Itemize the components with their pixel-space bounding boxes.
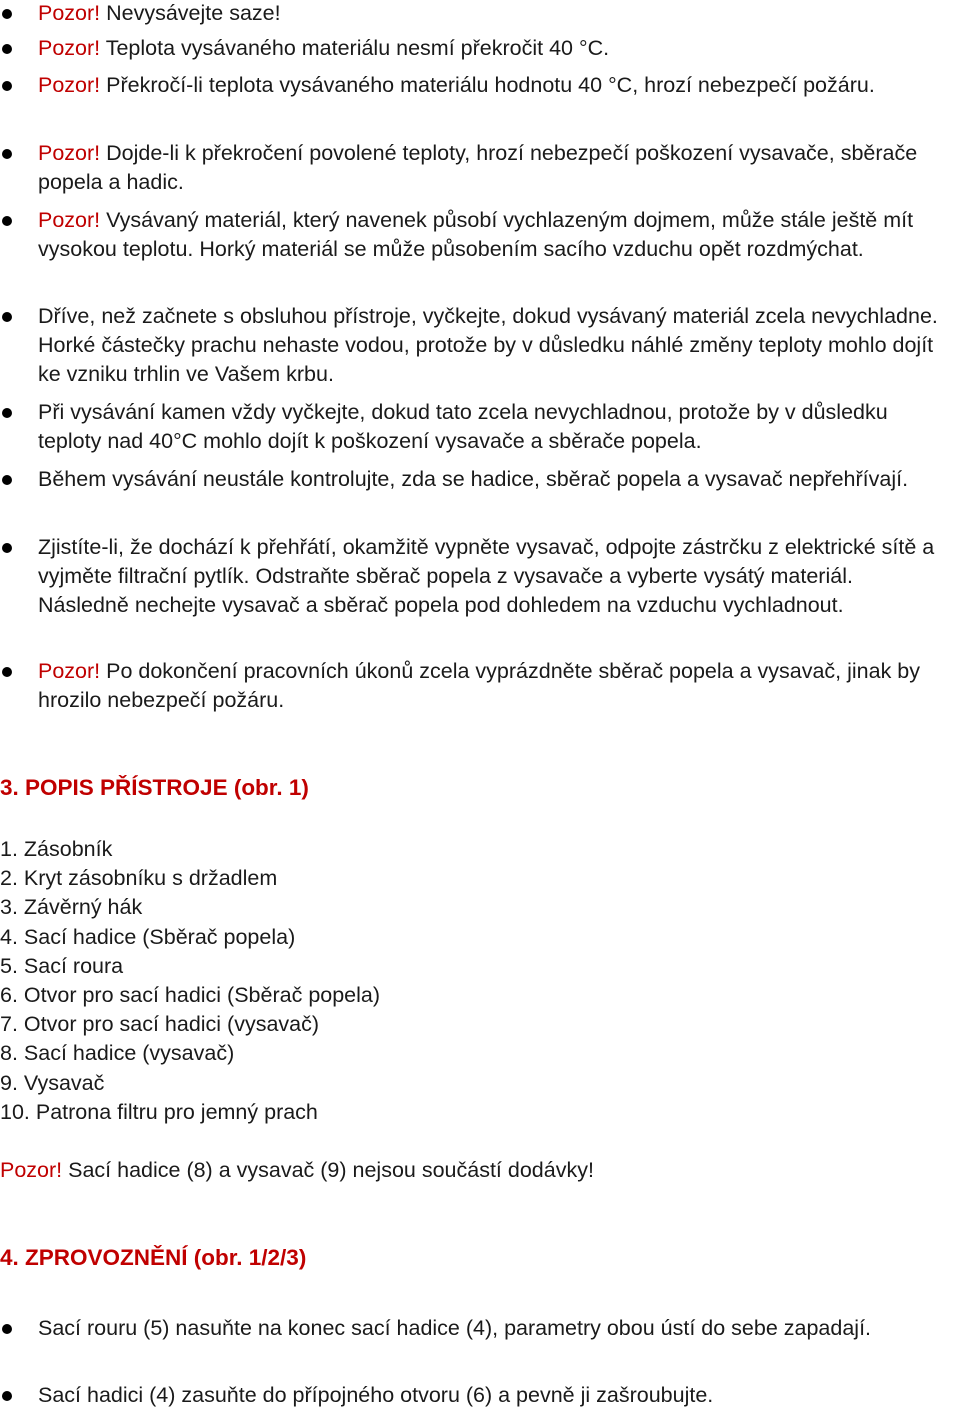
part-label: Zásobník (23, 837, 113, 861)
safety-item (0, 0, 948, 28)
setup-step-text: Sací hadici (4) zasuňte do přípojného otvoru (6) a pevně ji zašroubujte. (38, 1383, 714, 1407)
part-label: Vysavač (23, 1070, 105, 1095)
part-number: 8. (0, 1041, 18, 1066)
part-item (0, 981, 380, 1010)
safety-item (0, 398, 948, 456)
safety-item (0, 139, 948, 197)
safety-item (0, 206, 948, 264)
part-item (0, 835, 380, 864)
warning-label: Pozor! (38, 73, 101, 97)
warning-label: Pozor! (38, 208, 101, 232)
part-number: 9. (0, 1070, 18, 1095)
safety-item (0, 34, 948, 63)
part-item (0, 952, 380, 981)
part-number: 5. (0, 953, 18, 978)
part-item (0, 923, 380, 952)
safety-text: Zjistíte-li, že dochází k přehřátí, okamžitě vypněte vysavač, odpojte zástrčku z elektrické sítě a vyjměte filtrační pytlík. (38, 535, 935, 588)
section-4-title: 4. ZPROVOZNĚNÍ (obr. 1/2/3) (0, 1245, 307, 1270)
safety-text: Vysávaný materiál, který navenek působí vychlazeným dojmem, může stále ještě mít vysokou teplotu. (38, 208, 914, 261)
part-number: 6. (0, 983, 18, 1008)
bullet-icon (2, 81, 12, 91)
bullet-icon (2, 408, 12, 418)
part-item (0, 1098, 380, 1127)
part-label: Sací hadice (vysavač) (23, 1041, 235, 1066)
setup-step (0, 1381, 948, 1410)
part-label: Patrona filtru pro jemný prach (35, 1099, 318, 1124)
part-label: Závěrný hák (23, 895, 143, 920)
safety-item (0, 71, 948, 100)
safety-item (0, 465, 948, 494)
part-number: 7. (0, 1012, 18, 1037)
part-item (0, 1010, 380, 1039)
safety-text-secondary: Horké částečky prachu nehaste vodou, protože by v důsledku náhlé změny teploty mohlo dojít ke vzniku trhlin ve Vašem krbu. (38, 333, 934, 386)
setup-step (0, 1314, 948, 1343)
delivery-note (0, 1156, 594, 1185)
warning-label: Pozor! (0, 1158, 63, 1182)
bullet-icon (2, 44, 12, 54)
safety-text: Po dokončení pracovních úkonů zcela vyprázdněte sběrač popela a vysavač, jinak by hrozilo nebezpečí požáru. (38, 659, 921, 712)
safety-text: Nevysávejte saze! (100, 1, 281, 25)
warning-label: Pozor! (38, 1, 101, 25)
warning-label: Pozor! (38, 36, 101, 60)
safety-item (0, 302, 948, 389)
bullet-icon (2, 667, 12, 677)
safety-text: Dojde-li k překročení povolené teploty, hrozí nebezpečí poškození vysavače, sběrače popela a hadic. (38, 141, 918, 194)
part-label: Otvor pro sací hadici (Sběrač popela) (23, 983, 381, 1008)
part-item (0, 1039, 380, 1068)
safety-item (0, 657, 948, 715)
safety-text: Při vysávání kamen vždy vyčkejte, dokud tato zcela nevychladnou, protože by v důsledku teploty nad 40°C mohlo dojít k poškození vysavače a sběrače popela. (38, 400, 888, 453)
part-item (0, 1069, 380, 1098)
delivery-note-text: Sací hadice (8) a vysavač (9) nejsou součástí dodávky! (62, 1158, 594, 1182)
bullet-icon (2, 1324, 12, 1334)
part-label: Sací roura (23, 953, 124, 978)
bullet-icon (2, 312, 12, 322)
part-item (0, 893, 380, 922)
safety-item (0, 533, 948, 620)
setup-step-text: Sací rouru (5) nasuňte na konec sací hadice (4), parametry obou ústí do sebe zapadají. (38, 1316, 872, 1340)
safety-text-secondary: Odstraňte sběrač popela z vysavače a vyberte vysátý materiál. Následně nechejte vysavač a sběrač popela pod dohledem na vzduchu vychladnout. (38, 564, 853, 617)
section-3-title: 3. POPIS PŘÍSTROJE (obr. 1) (0, 775, 309, 800)
bullet-icon (2, 9, 12, 19)
safety-text-secondary: Horký materiál se může působením sacího vzduchu opět rozdmýchat. (193, 237, 864, 261)
bullet-icon (2, 216, 12, 226)
bullet-icon (2, 543, 12, 553)
safety-text: Dříve, než začnete s obsluhou přístroje, vyčkejte, dokud vysávaný materiál zcela nevychladne. (38, 304, 938, 328)
device-parts-list (0, 835, 380, 1127)
part-number: 10. (0, 1099, 30, 1124)
part-number: 4. (0, 924, 18, 949)
safety-text: Teplota vysávaného materiálu nesmí překročit 40 °C. (100, 36, 610, 60)
part-label: Kryt zásobníku s držadlem (23, 866, 278, 891)
part-number: 2. (0, 866, 18, 891)
warning-label: Pozor! (38, 659, 101, 683)
bullet-icon (2, 475, 12, 485)
bullet-icon (2, 1391, 12, 1401)
bullet-icon (2, 149, 12, 159)
part-label: Sací hadice (Sběrač popela) (23, 924, 296, 949)
part-number: 1. (0, 837, 18, 861)
part-label: Otvor pro sací hadici (vysavač) (23, 1012, 320, 1037)
warning-label: Pozor! (38, 141, 101, 165)
safety-text: Během vysávání neustále kontrolujte, zda se hadice, sběrač popela a vysavač nepřehřívají. (38, 467, 909, 491)
part-item (0, 864, 380, 893)
part-number: 3. (0, 895, 18, 920)
safety-text: Překročí-li teplota vysávaného materiálu hodnotu 40 °C, hrozí nebezpečí požáru. (100, 73, 875, 97)
